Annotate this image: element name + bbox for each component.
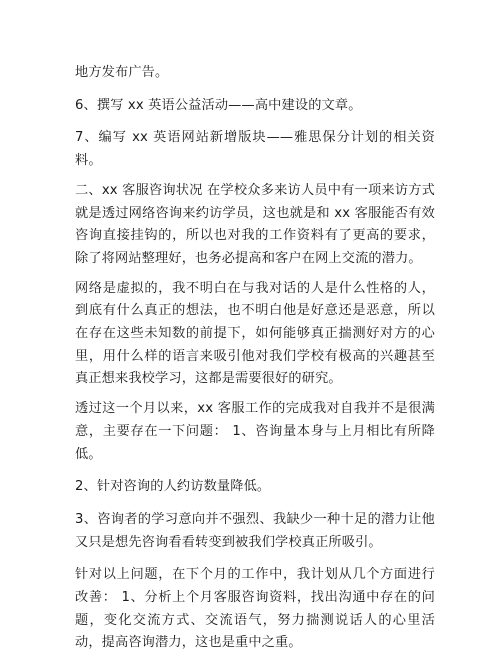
list-item-7: 7、编写 xx 英语网站新增版块——雅思保分计划的相关资料。 bbox=[75, 130, 435, 169]
section-customer-service: 二、xx 客服咨询状况 在学校众多来访人员中有一项来访方式就是透过网络咨询来约访学员，这也就是和 xx 客服能否有效咨询直接挂钩的，所以也对我的工作资料有了更高的要求，除了将网站整理好，也务必提高和客户在网上交流的潜力。 bbox=[75, 182, 435, 266]
paragraph-improvement-plan: 针对以上问题，在下个月的工作中，我计划从几个方面进行改善： 1、分析上个月客服咨询资料，找出沟通中存在的问题，变化交流方式、交流语气，努力揣测说话人的心里活动，提高咨询潜力，这也是重中之重。 bbox=[75, 567, 435, 651]
paragraph-virtual-network: 网络是虚拟的，我不明白在与我对话的人是什么性格的人，到底有什么真正的想法，也不明白他是好意还是恶意，所以在存在这些未知数的前提下，如何能够真正揣测好对方的心里，用什么样的语言来吸引他对我们学校有极高的兴趣甚至真正想来我校学习，这都是需要很好的研究。 bbox=[75, 280, 435, 387]
paragraph-ad-continuation: 地方发布广告。 bbox=[75, 65, 169, 80]
paragraph-monthly-review: 透过这一个月以来，xx 客服工作的完成我对自我并不是很满意，主要存在一下问题： 1、咨询量本身与上月相比有所降低。 bbox=[75, 401, 435, 462]
issue-item-3: 3、咨询者的学习意向并不强烈、我缺少一种十足的潜力让他又只是想先咨询看看转变到被我们学校真正所吸引。 bbox=[75, 511, 435, 550]
issue-item-2: 2、针对咨询的人约访数量降低。 bbox=[75, 479, 271, 495]
document-body bbox=[75, 62, 435, 655]
list-item-6: 6、撰写 xx 英语公益活动——高中建设的文章。 bbox=[75, 97, 362, 113]
